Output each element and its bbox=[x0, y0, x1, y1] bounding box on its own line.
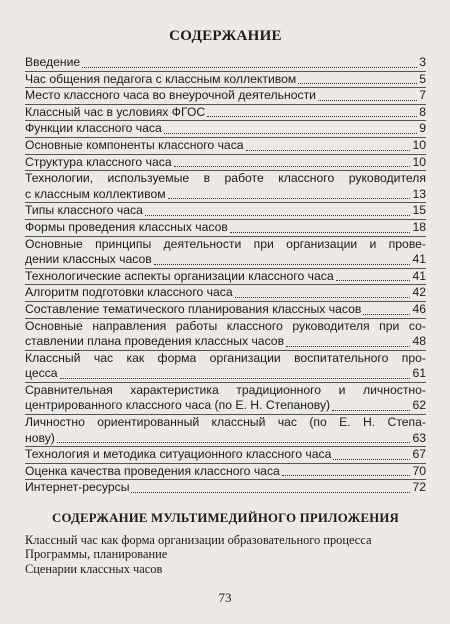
toc-entry-title: Структура классного часа bbox=[25, 154, 172, 169]
toc-page-number: 7 bbox=[419, 88, 426, 103]
toc-page-number: 3 bbox=[419, 55, 426, 69]
toc-entry-title: дении классных часов bbox=[25, 252, 152, 267]
toc-entry bbox=[25, 268, 426, 285]
toc-page-number: 41 bbox=[412, 268, 426, 283]
dot-leader bbox=[207, 116, 417, 117]
toc-entry bbox=[25, 104, 426, 121]
toc-entry-last-line bbox=[25, 366, 426, 382]
toc-entry-title: Оценка качества проведения классного часа bbox=[25, 463, 280, 478]
toc-page-number: 62 bbox=[412, 398, 426, 413]
multimedia-item: Программы, планирование bbox=[25, 547, 168, 562]
toc-page-number: 10 bbox=[412, 154, 426, 169]
toc-entry bbox=[25, 170, 426, 202]
toc-page-number: 48 bbox=[412, 334, 426, 349]
toc-entry-title: Интернет-ресурсы bbox=[25, 480, 130, 495]
toc-entry-title: Алгоритм подготовки классного часа bbox=[25, 285, 233, 300]
toc-page-number: 72 bbox=[412, 480, 426, 495]
dot-leader bbox=[282, 475, 411, 476]
dot-leader bbox=[318, 100, 417, 101]
toc-entry bbox=[25, 382, 426, 414]
toc-entry bbox=[25, 87, 426, 104]
dot-leader bbox=[164, 133, 417, 134]
toc-entry-last-line bbox=[25, 187, 426, 203]
toc-entry-last-line bbox=[25, 398, 426, 414]
dot-leader bbox=[363, 314, 410, 315]
toc-entry-title: Технологии, используемые в работе классного руководителя bbox=[25, 171, 426, 186]
toc-page-number: 70 bbox=[412, 463, 426, 478]
toc-page-number: 5 bbox=[419, 71, 426, 86]
toc-page-number: 67 bbox=[412, 447, 426, 462]
toc-entry bbox=[25, 463, 426, 480]
toc-entry-title: ставлении плана проведения классных часов bbox=[25, 334, 285, 349]
dot-leader bbox=[230, 232, 411, 233]
toc-entry-title: Формы проведения классных часов bbox=[25, 219, 228, 234]
multimedia-item: Классный час как форма организации образовательного процесса bbox=[25, 533, 372, 548]
page-number: 73 bbox=[218, 590, 232, 605]
toc-entry-title: с классным коллективом bbox=[25, 186, 166, 201]
toc-entry-last-line bbox=[25, 431, 426, 447]
table-of-contents bbox=[25, 55, 426, 496]
dot-leader bbox=[82, 67, 417, 68]
toc-entry-title: Технология и методика ситуационного классного часа bbox=[25, 447, 332, 462]
toc-entry-title: Место классного часа во внеурочной деятельности bbox=[25, 88, 316, 103]
dot-leader bbox=[298, 83, 417, 84]
dot-leader bbox=[154, 264, 411, 265]
toc-page-number: 41 bbox=[412, 252, 426, 267]
dot-leader bbox=[145, 215, 411, 216]
toc-entry-title: центрированного классного часа (по Е. Н. Степанову) bbox=[25, 398, 331, 413]
toc-page-number: 13 bbox=[412, 186, 426, 201]
multimedia-contents-title: СОДЕРЖАНИЕ МУЛЬТИМЕДИЙНОГО ПРИЛОЖЕНИЯ bbox=[52, 511, 399, 526]
toc-entry bbox=[25, 55, 426, 71]
dot-leader bbox=[332, 410, 410, 411]
toc-entry bbox=[25, 479, 426, 496]
toc-entry bbox=[25, 301, 426, 318]
toc-entry-title: Основные принципы деятельности при организации и прове- bbox=[25, 236, 426, 251]
toc-entry bbox=[25, 236, 426, 268]
toc-entry bbox=[25, 137, 426, 154]
toc-entry-title: Классный час в условиях ФГОС bbox=[25, 104, 206, 119]
toc-entry-last-line bbox=[25, 334, 426, 350]
toc-page-number: 8 bbox=[419, 104, 426, 119]
contents-title: СОДЕРЖАНИЕ bbox=[169, 28, 282, 44]
toc-entry-title: Личностно ориентированный классный час (по Е. Н. Степа- bbox=[25, 415, 426, 430]
toc-entry-title: цесса bbox=[25, 366, 58, 381]
toc-entry-title: Типы классного часа bbox=[25, 203, 143, 218]
toc-entry bbox=[25, 120, 426, 137]
toc-entry-title: Классный час как форма организации воспитательного про- bbox=[25, 350, 426, 365]
toc-entry-title: Технологические аспекты организации классного часа bbox=[25, 268, 334, 283]
toc-page-number: 61 bbox=[412, 366, 426, 381]
toc-entry bbox=[25, 154, 426, 171]
multimedia-contents-list bbox=[25, 533, 426, 576]
toc-entry bbox=[25, 414, 426, 446]
toc-entry-title: Введение bbox=[25, 55, 81, 69]
dot-leader bbox=[60, 378, 411, 379]
toc-page-number: 18 bbox=[412, 219, 426, 234]
dot-leader bbox=[131, 492, 410, 493]
toc-entry-title: Сравнительная характеристика традиционного и личностно- bbox=[25, 382, 426, 397]
toc-entry bbox=[25, 202, 426, 219]
toc-entry-title: Основные направления работы классного руководителя при со- bbox=[25, 318, 426, 333]
dot-leader bbox=[336, 280, 411, 281]
toc-entry bbox=[25, 318, 426, 350]
toc-entry-title: нову) bbox=[25, 430, 55, 445]
dot-leader bbox=[168, 198, 411, 199]
toc-page-number: 46 bbox=[412, 301, 426, 316]
toc-entry bbox=[25, 350, 426, 382]
toc-entry-last-line bbox=[25, 252, 426, 268]
toc-entry bbox=[25, 284, 426, 301]
toc-page-number: 9 bbox=[419, 121, 426, 136]
toc-page-number: 63 bbox=[412, 430, 426, 445]
toc-entry-title: Составление тематического планирования классных часов bbox=[25, 301, 362, 316]
multimedia-item: Сценарии классных часов bbox=[25, 561, 163, 576]
dot-leader bbox=[174, 166, 411, 167]
toc-page-number: 42 bbox=[412, 285, 426, 300]
dot-leader bbox=[333, 459, 410, 460]
dot-leader bbox=[57, 442, 411, 443]
dot-leader bbox=[235, 297, 411, 298]
toc-entry-title: Функции классного часа bbox=[25, 121, 162, 136]
toc-entry bbox=[25, 446, 426, 463]
toc-entry bbox=[25, 219, 426, 236]
toc-page-number: 10 bbox=[412, 137, 426, 152]
dot-leader bbox=[286, 346, 410, 347]
toc-entry bbox=[25, 71, 426, 88]
dot-leader bbox=[246, 150, 411, 151]
toc-entry-title: Час общения педагога с классным коллективом bbox=[25, 71, 297, 86]
toc-page-number: 15 bbox=[412, 203, 426, 218]
toc-entry-title: Основные компоненты классного часа bbox=[25, 137, 244, 152]
